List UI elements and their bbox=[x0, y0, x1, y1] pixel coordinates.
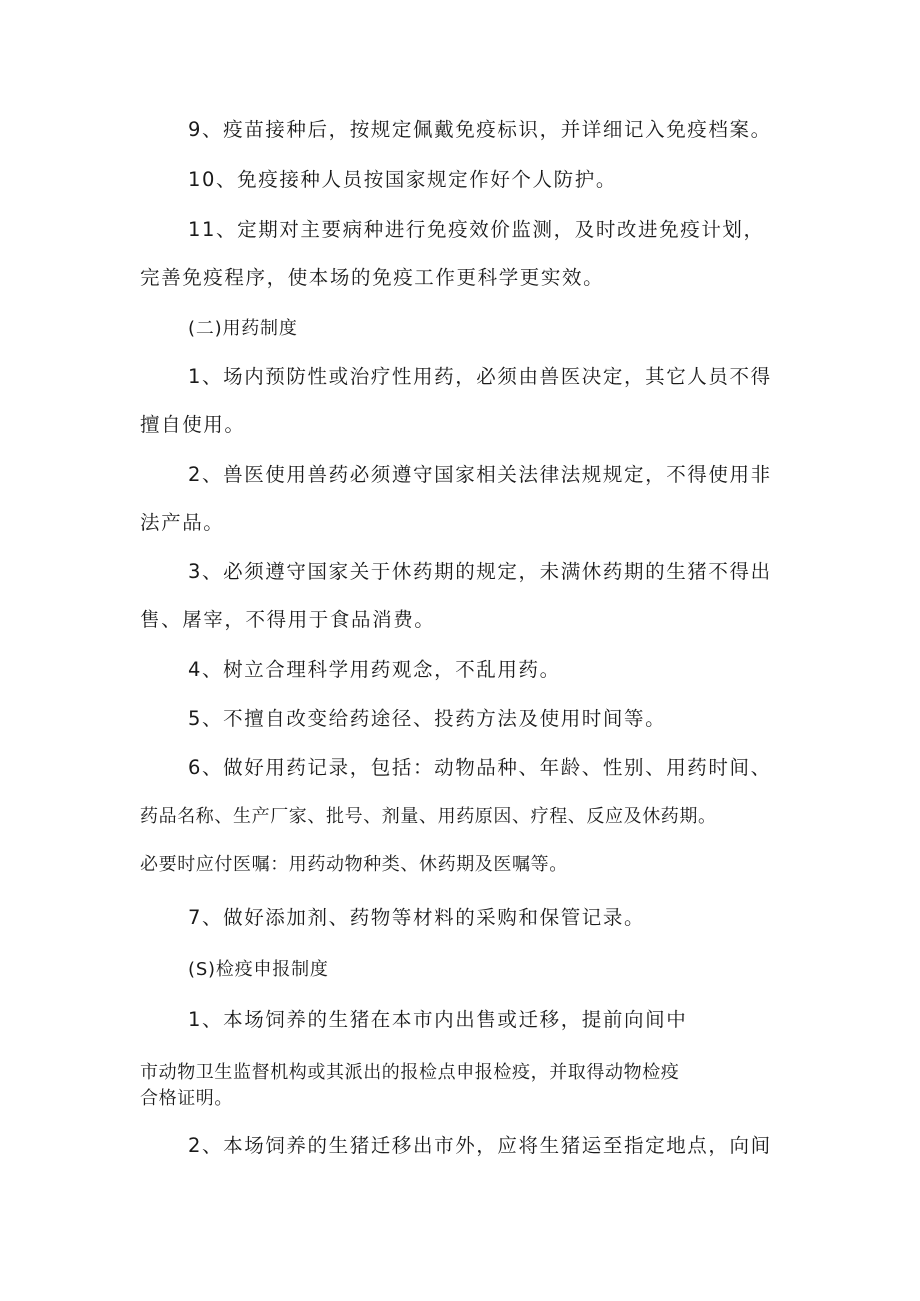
quarantine-item-1-line-3: 合格证明。 bbox=[140, 1088, 233, 1109]
medication-item-2-line-2: 法产品。 bbox=[140, 511, 225, 534]
immunization-item-10: 10、免疫接种人员按国家规定作好个人防护。 bbox=[188, 168, 617, 191]
section-heading-quarantine: (S)检疫申报制度 bbox=[188, 959, 329, 980]
medication-item-5: 5、不擅自改变给药途径、投药方法及使用时间等。 bbox=[188, 707, 667, 730]
medication-item-6-line-3: 必要时应付医嘱：用药动物种类、休药期及医嘱等。 bbox=[140, 854, 568, 875]
quarantine-item-1-line-1: 1、本场饲养的生猪在本市内出售或迁移，提前向间中 bbox=[188, 1008, 688, 1031]
immunization-item-11-line-1: 11、定期对主要病种进行免疫效价监测，及时改进免疫计划， bbox=[188, 218, 765, 241]
medication-item-7: 7、做好添加剂、药物等材料的采购和保管记录。 bbox=[188, 906, 646, 929]
medication-item-3-line-1: 3、必须遵守国家关于休药期的规定，未满休药期的生猪不得出 bbox=[188, 560, 772, 583]
medication-item-3-line-2: 售、屠宰，不得用于食品消费。 bbox=[140, 608, 436, 631]
immunization-item-9: 9、疫苗接种后，按规定佩戴免疫标识，并详细记入免疫档案。 bbox=[188, 118, 772, 141]
medication-item-1-line-2: 擅自使用。 bbox=[140, 413, 246, 436]
medication-item-4: 4、树立合理科学用药观念，不乱用药。 bbox=[188, 658, 561, 681]
quarantine-item-1-line-2: 市动物卫生监督机构或其派出的报检点申报检疫，并取得动物检疫 bbox=[140, 1062, 680, 1083]
section-heading-medication: (二)用药制度 bbox=[188, 318, 298, 339]
medication-item-6-line-2: 药品名称、生产厂家、批号、剂量、用药原因、疗程、反应及休药期。 bbox=[140, 806, 717, 827]
medication-item-2-line-1: 2、兽医使用兽药必须遵守国家相关法律法规规定，不得使用非 bbox=[188, 463, 772, 486]
quarantine-item-2-line-1: 2、本场饲养的生猪迁移出市外，应将生猪运至指定地点，向间 bbox=[188, 1134, 772, 1157]
medication-item-6-line-1: 6、做好用药记录，包括：动物品种、年龄、性别、用药时间、 bbox=[188, 756, 772, 779]
immunization-item-11-line-2: 完善免疫程序，使本场的免疫工作更科学更实效。 bbox=[140, 266, 605, 289]
medication-item-1-line-1: 1、场内预防性或治疗性用药，必须由兽医决定，其它人员不得 bbox=[188, 365, 772, 388]
